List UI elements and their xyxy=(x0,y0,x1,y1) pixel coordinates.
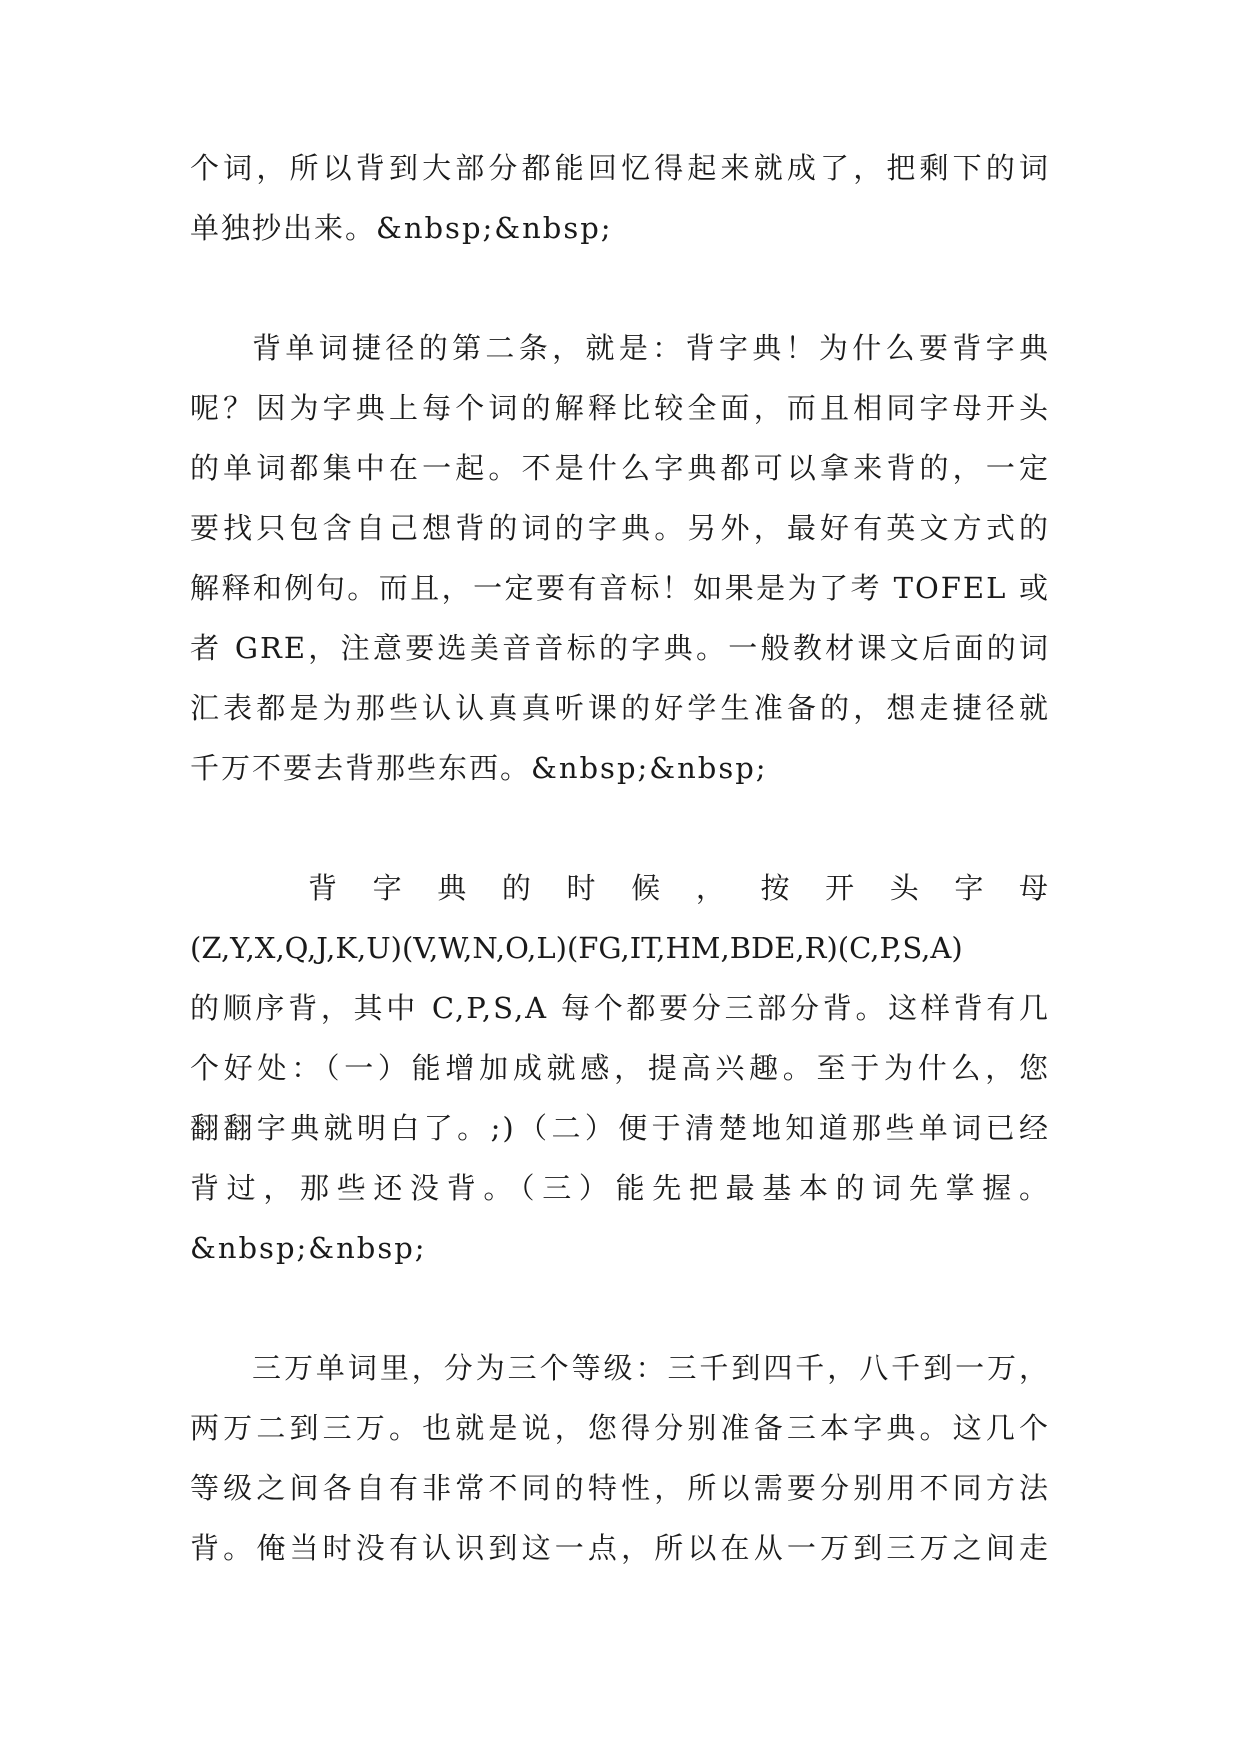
text-line: 单独抄出来。&nbsp;&nbsp; xyxy=(190,211,613,245)
text-line: (Z,Y,X,Q,J,K,U)(V,W,N,O,L)(FG,IT,HM,BDE,R)(C,P,S,A) xyxy=(190,931,963,965)
text-line: 背 字 典 的 时 候 ， 按 开 头 字 母 xyxy=(308,871,1050,905)
text-line: 背单词捷径的第二条，就是：背字典！为什么要背字典 xyxy=(252,331,1050,365)
text-line: 要找只包含自己想背的词的字典。另外，最好有英文方式的 xyxy=(190,511,1050,545)
text-line: 翻翻字典就明白了。;)（二）便于清楚地知道那些单词已经 xyxy=(190,1111,1050,1145)
text-line: 解释和例句。而且，一定要有音标！如果是为了考 TOFEL 或 xyxy=(190,571,1050,605)
paragraph-2 xyxy=(190,318,1050,798)
text-line: 呢？因为字典上每个词的解释比较全面，而且相同字母开头 xyxy=(190,391,1050,425)
paragraph-3 xyxy=(190,858,1050,1278)
text-line: 等级之间各自有非常不同的特性，所以需要分别用不同方法 xyxy=(190,1471,1050,1505)
text-line: &nbsp;&nbsp; xyxy=(190,1231,427,1265)
text-line: 汇表都是为那些认认真真听课的好学生准备的，想走捷径就 xyxy=(190,691,1050,725)
text-line: 的顺序背，其中 C,P,S,A 每个都要分三部分背。这样背有几 xyxy=(190,991,1050,1025)
text-line: 背。俺当时没有认识到这一点，所以在从一万到三万之间走 xyxy=(190,1531,1050,1565)
text-line: 的单词都集中在一起。不是什么字典都可以拿来背的，一定 xyxy=(190,451,1050,485)
paragraph-4 xyxy=(190,1338,1050,1578)
text-line: 背过，那些还没背。（三）能先把最基本的词先掌握。 xyxy=(190,1171,1050,1205)
paragraph-1 xyxy=(190,138,1050,258)
text-line: 两万二到三万。也就是说，您得分别准备三本字典。这几个 xyxy=(190,1411,1050,1445)
text-line: 三万单词里，分为三个等级：三千到四千，八千到一万， xyxy=(252,1351,1050,1385)
text-line: 者 GRE，注意要选美音音标的字典。一般教材课文后面的词 xyxy=(190,631,1050,665)
text-line: 个词，所以背到大部分都能回忆得起来就成了，把剩下的词 xyxy=(190,151,1050,185)
text-line: 个好处：（一）能增加成就感，提高兴趣。至于为什么，您 xyxy=(190,1051,1050,1085)
text-line: 千万不要去背那些东西。&nbsp;&nbsp; xyxy=(190,751,768,785)
